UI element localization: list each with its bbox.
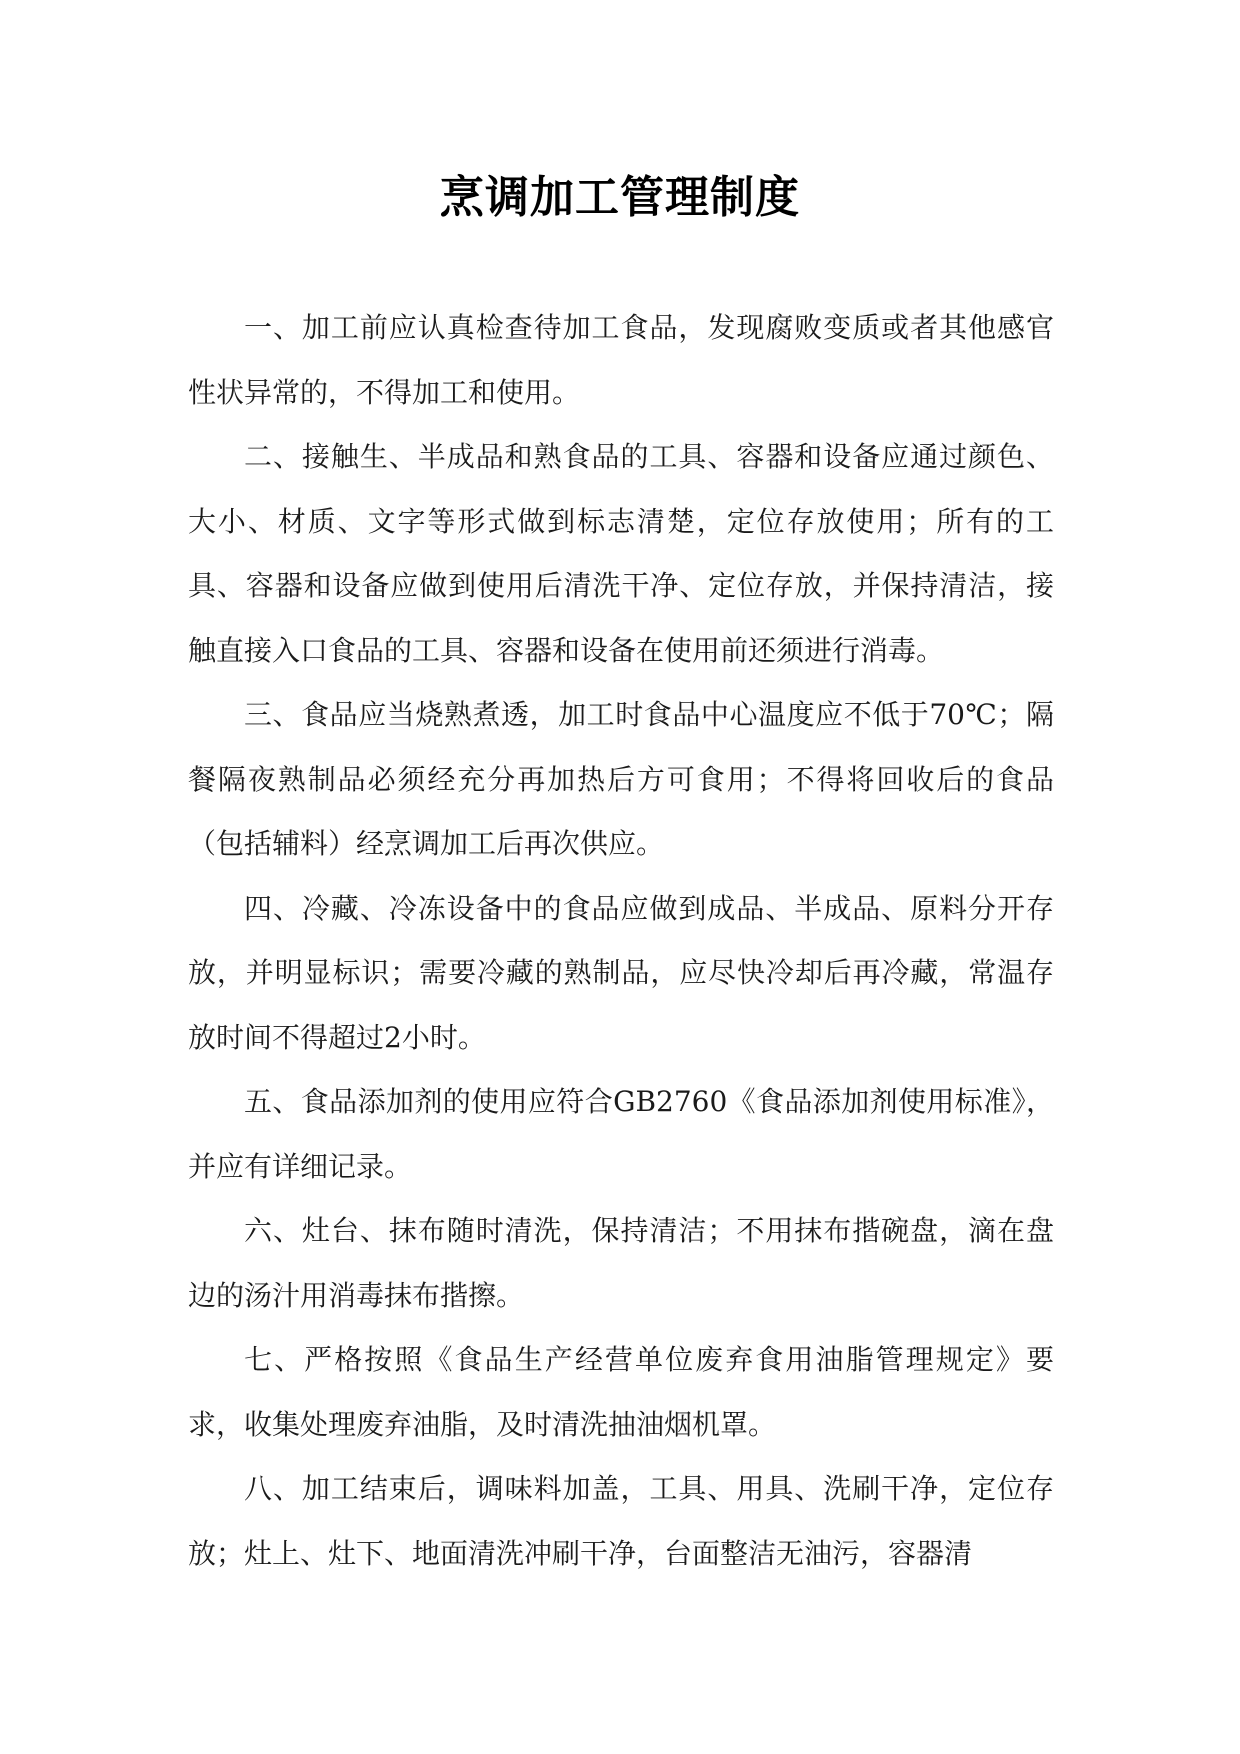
paragraph-3: 三、食品应当烧熟煮透，加工时食品中心温度应不低于70℃；隔餐隔夜熟制品必须经充分再加热后方可食用；不得将回收后的食品（包括辅料）经烹调加工后再次供应。: [188, 698, 1054, 860]
paragraph-6: 六、灶台、抹布随时清洗，保持清洁；不用抹布揩碗盘，滴在盘边的汤汁用消毒抹布揩擦。: [188, 1214, 1054, 1312]
paragraph-1: 一、加工前应认真检查待加工食品，发现腐败变质或者其他感官性状异常的，不得加工和使用。: [188, 311, 1054, 409]
paragraph-8: 八、加工结束后，调味料加盖，工具、用具、洗刷干净，定位存放；灶上、灶下、地面清洗冲刷干净，台面整洁无油污，容器清: [188, 1472, 1054, 1570]
document-body: [188, 296, 1054, 1586]
paragraph-7: 七、严格按照《食品生产经营单位废弃食用油脂管理规定》要求，收集处理废弃油脂，及时清洗抽油烟机罩。: [188, 1343, 1054, 1441]
paragraph-5: 五、食品添加剂的使用应符合GB2760《食品添加剂使用标准》，并应有详细记录。: [188, 1085, 1054, 1183]
paragraph-4: 四、冷藏、冷冻设备中的食品应做到成品、半成品、原料分开存放，并明显标识；需要冷藏的熟制品，应尽快冷却后再冷藏，常温存放时间不得超过2小时。: [188, 891, 1054, 1054]
document-title: 烹调加工管理制度: [440, 172, 800, 223]
paragraph-2: 二、接触生、半成品和熟食品的工具、容器和设备应通过颜色、大小、材质、文字等形式做到标志清楚，定位存放使用；所有的工具、容器和设备应做到使用后清洗干净、定位存放，并保持清洁，接触直接入口食品的工具、容器和设备在使用前还须进行消毒。: [188, 440, 1054, 667]
